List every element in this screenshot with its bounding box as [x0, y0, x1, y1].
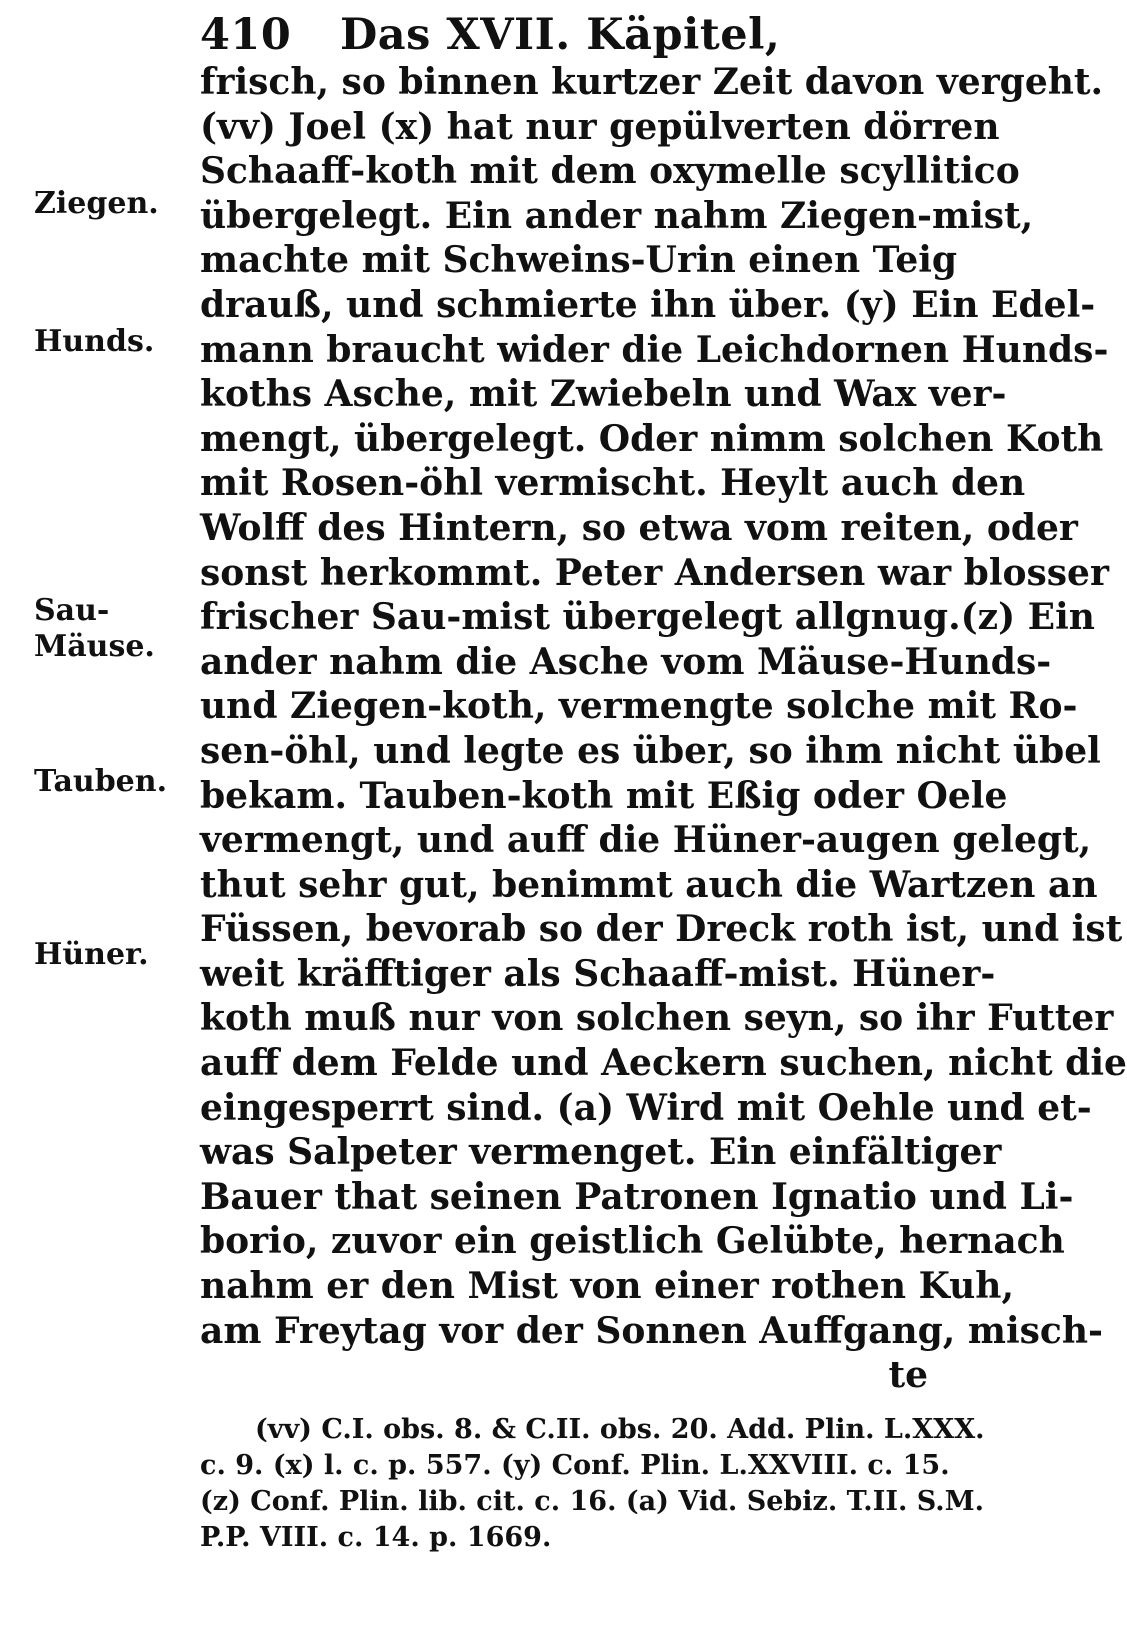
body-text [200, 60, 1127, 1398]
footnote-line: (vv) C.I. obs. 8. & C.II. obs. 20. Add. Plin. L.XXX. [255, 1414, 985, 1445]
margin-note-tauben: Tauben. [34, 764, 168, 799]
text-line: koth muß nur von solchen seyn, so ihr Futter [200, 997, 1114, 1040]
footnote-line: (z) Conf. Plin. lib. cit. c. 16. (a) Vid. Sebiz. T.II. S.M. [200, 1486, 984, 1517]
footnotes [200, 1412, 985, 1556]
text-line: koths Asche, mit Zwiebeln und Wax ver- [200, 373, 1007, 416]
text-line: und Ziegen-koth, vermengte solche mit Ro- [200, 685, 1078, 728]
text-line: ander nahm die Asche vom Mäuse-Hunds- [200, 640, 1052, 683]
margin-note-hunds: Hunds. [34, 324, 155, 359]
text-line: machte mit Schweins-Urin einen Teig [200, 239, 958, 282]
text-line: am Freytag vor der Sonnen Auffgang, misch- [200, 1309, 1103, 1352]
text-line: mengt, übergelegt. Oder nimm solchen Koth [200, 417, 1104, 460]
catchword: te [888, 1354, 928, 1397]
text-line: thut sehr gut, benimmt auch die Wartzen an [200, 863, 1098, 906]
text-line: sen-öhl, und legte es über, so ihm nicht übel [200, 729, 1101, 772]
margin-note-maeuse: Mäuse. [34, 629, 155, 664]
text-line: frischer Sau-mist übergelegt allgnug.(z) Ein [200, 596, 1095, 639]
footnote-line: P.P. VIII. c. 14. p. 1669. [200, 1522, 552, 1553]
text-line: Bauer that seinen Patronen Ignatio und Li- [200, 1175, 1074, 1218]
margin-note-huener: Hüner. [34, 937, 149, 972]
margin-note-ziegen: Ziegen. [34, 186, 159, 221]
text-line: übergelegt. Ein ander nahm Ziegen-mist, [200, 194, 1034, 237]
running-title: Das XVII. Käpitel, [340, 10, 781, 60]
text-line: bekam. Tauben-koth mit Eßig oder Oele [200, 774, 1008, 817]
text-line: (vv) Joel (x) hat nur gepülverten dörren [200, 105, 1000, 148]
text-line: frisch, so binnen kurtzer Zeit davon vergeht. [200, 61, 1104, 103]
margin-note-sau: Sau- [34, 593, 110, 628]
text-line: mann braucht wider die Leichdornen Hunds- [200, 328, 1109, 371]
text-line: nahm er den Mist von einer rothen Kuh, [200, 1265, 1015, 1308]
text-line: was Salpeter vermenget. Ein einfältiger [200, 1131, 1002, 1174]
footnote-line: c. 9. (x) l. c. p. 557. (y) Conf. Plin. L.XXVIII. c. 15. [200, 1450, 950, 1481]
text-line: Füssen, bevorab so der Dreck roth ist, und ist [200, 908, 1123, 951]
page-number: 410 [200, 10, 292, 60]
running-header [200, 8, 820, 60]
text-line: sonst herkommt. Peter Andersen war blosser [200, 551, 1109, 594]
text-line: Wolff des Hintern, so etwa vom reiten, oder [200, 506, 1078, 549]
text-line: drauß, und schmierte ihn über. (y) Ein Edel- [200, 283, 1096, 326]
text-line: vermengt, und auff die Hüner-augen gelegt, [200, 819, 1092, 862]
text-line: auff dem Felde und Aeckern suchen, nicht die [200, 1042, 1127, 1085]
text-line: mit Rosen-öhl vermischt. Heylt auch den [200, 462, 1026, 505]
text-line: eingesperrt sind. (a) Wird mit Oehle und et- [200, 1086, 1092, 1129]
text-line: weit kräfftiger als Schaaff-mist. Hüner- [200, 952, 996, 995]
text-line: borio, zuvor ein geistlich Gelübte, hernach [200, 1220, 1065, 1263]
text-line: Schaaff-koth mit dem oxymelle scyllitico [200, 150, 1020, 193]
